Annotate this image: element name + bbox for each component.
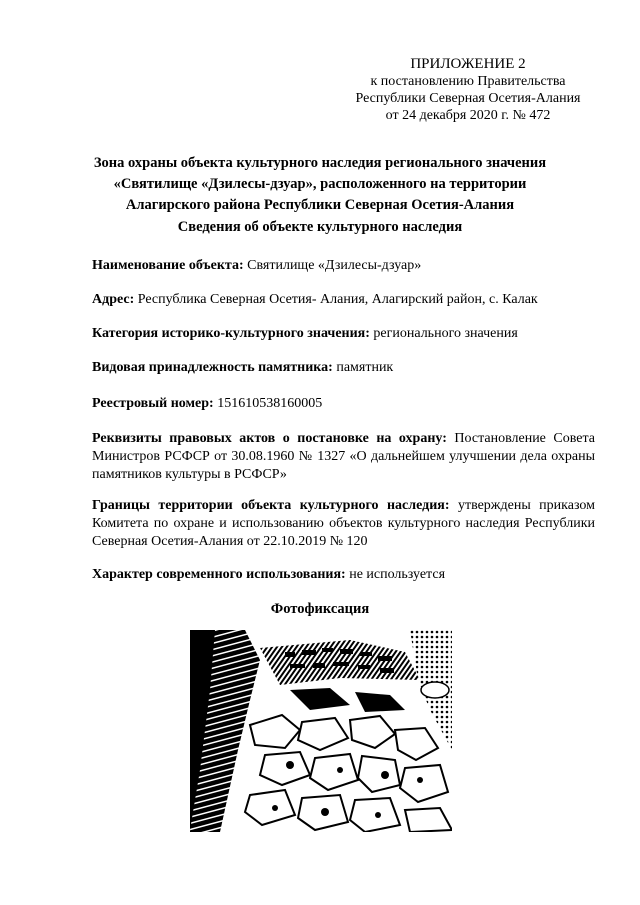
- title-line-3: Алагирского района Республики Северная Осетия-Алания: [125, 197, 515, 213]
- field-legal-acts: [92, 430, 595, 484]
- field-legal-label: Реквизиты правовых актов о постановке на охрану:: [92, 431, 447, 446]
- field-type: [92, 359, 595, 377]
- appendix-line-1: к постановлению Правительства: [370, 74, 566, 89]
- document-title: [60, 153, 580, 216]
- field-registry-value: 151610538160005: [213, 396, 323, 411]
- field-legal-value: Постановление Совета Министров РСФСР от 30.08.1960 № 1327 «О дальнейшем улучшении дела охраны памятников культуры в РСФСР»: [92, 431, 595, 482]
- field-address: [92, 291, 595, 309]
- field-name: [92, 257, 595, 275]
- appendix-line-2: Республики Северная Осетия-Алания: [355, 91, 581, 106]
- field-borders: [92, 497, 595, 551]
- field-address-value: Республика Северная Осетия- Алания, Алагирский район, с. Калак: [134, 292, 538, 307]
- field-type-label: Видовая принадлежность памятника:: [92, 360, 333, 375]
- site-photo: [190, 630, 452, 832]
- field-name-value: Святилище «Дзилесы-дзуар»: [243, 258, 422, 273]
- appendix-header: [338, 55, 598, 124]
- section-heading: Сведения об объекте культурного наследия: [177, 219, 463, 235]
- field-borders-label: Границы территории объекта культурного наследия:: [92, 498, 450, 513]
- field-type-value: памятник: [332, 360, 394, 375]
- field-category-label: Категория историко-культурного значения:: [92, 326, 370, 341]
- field-registry: [92, 395, 595, 413]
- field-usage-label: Характер современного использования:: [92, 567, 346, 582]
- field-address-label: Адрес:: [92, 292, 135, 307]
- field-registry-label: Реестровый номер:: [92, 396, 214, 411]
- field-name-label: Наименование объекта:: [92, 258, 244, 273]
- field-borders-value: утверждены приказом Комитета по охране и использованию объектов культурного наследия Республики Северная Осетия-Алания от 22.10.2019 № 120: [92, 498, 595, 549]
- title-line-2: «Святилище «Дзилесы-дзуар», расположенного на территории: [113, 176, 527, 192]
- photo-section-title: Фотофиксация: [270, 601, 370, 617]
- field-usage-value: не используется: [345, 567, 446, 582]
- appendix-line-3: от 24 декабря 2020 г. № 472: [385, 108, 551, 123]
- field-category-value: регионального значения: [369, 326, 518, 341]
- appendix-heading: ПРИЛОЖЕНИЕ 2: [410, 56, 526, 72]
- field-usage: [92, 566, 595, 584]
- field-category: [92, 325, 595, 343]
- title-line-1: Зона охраны объекта культурного наследия регионального значения: [93, 155, 547, 171]
